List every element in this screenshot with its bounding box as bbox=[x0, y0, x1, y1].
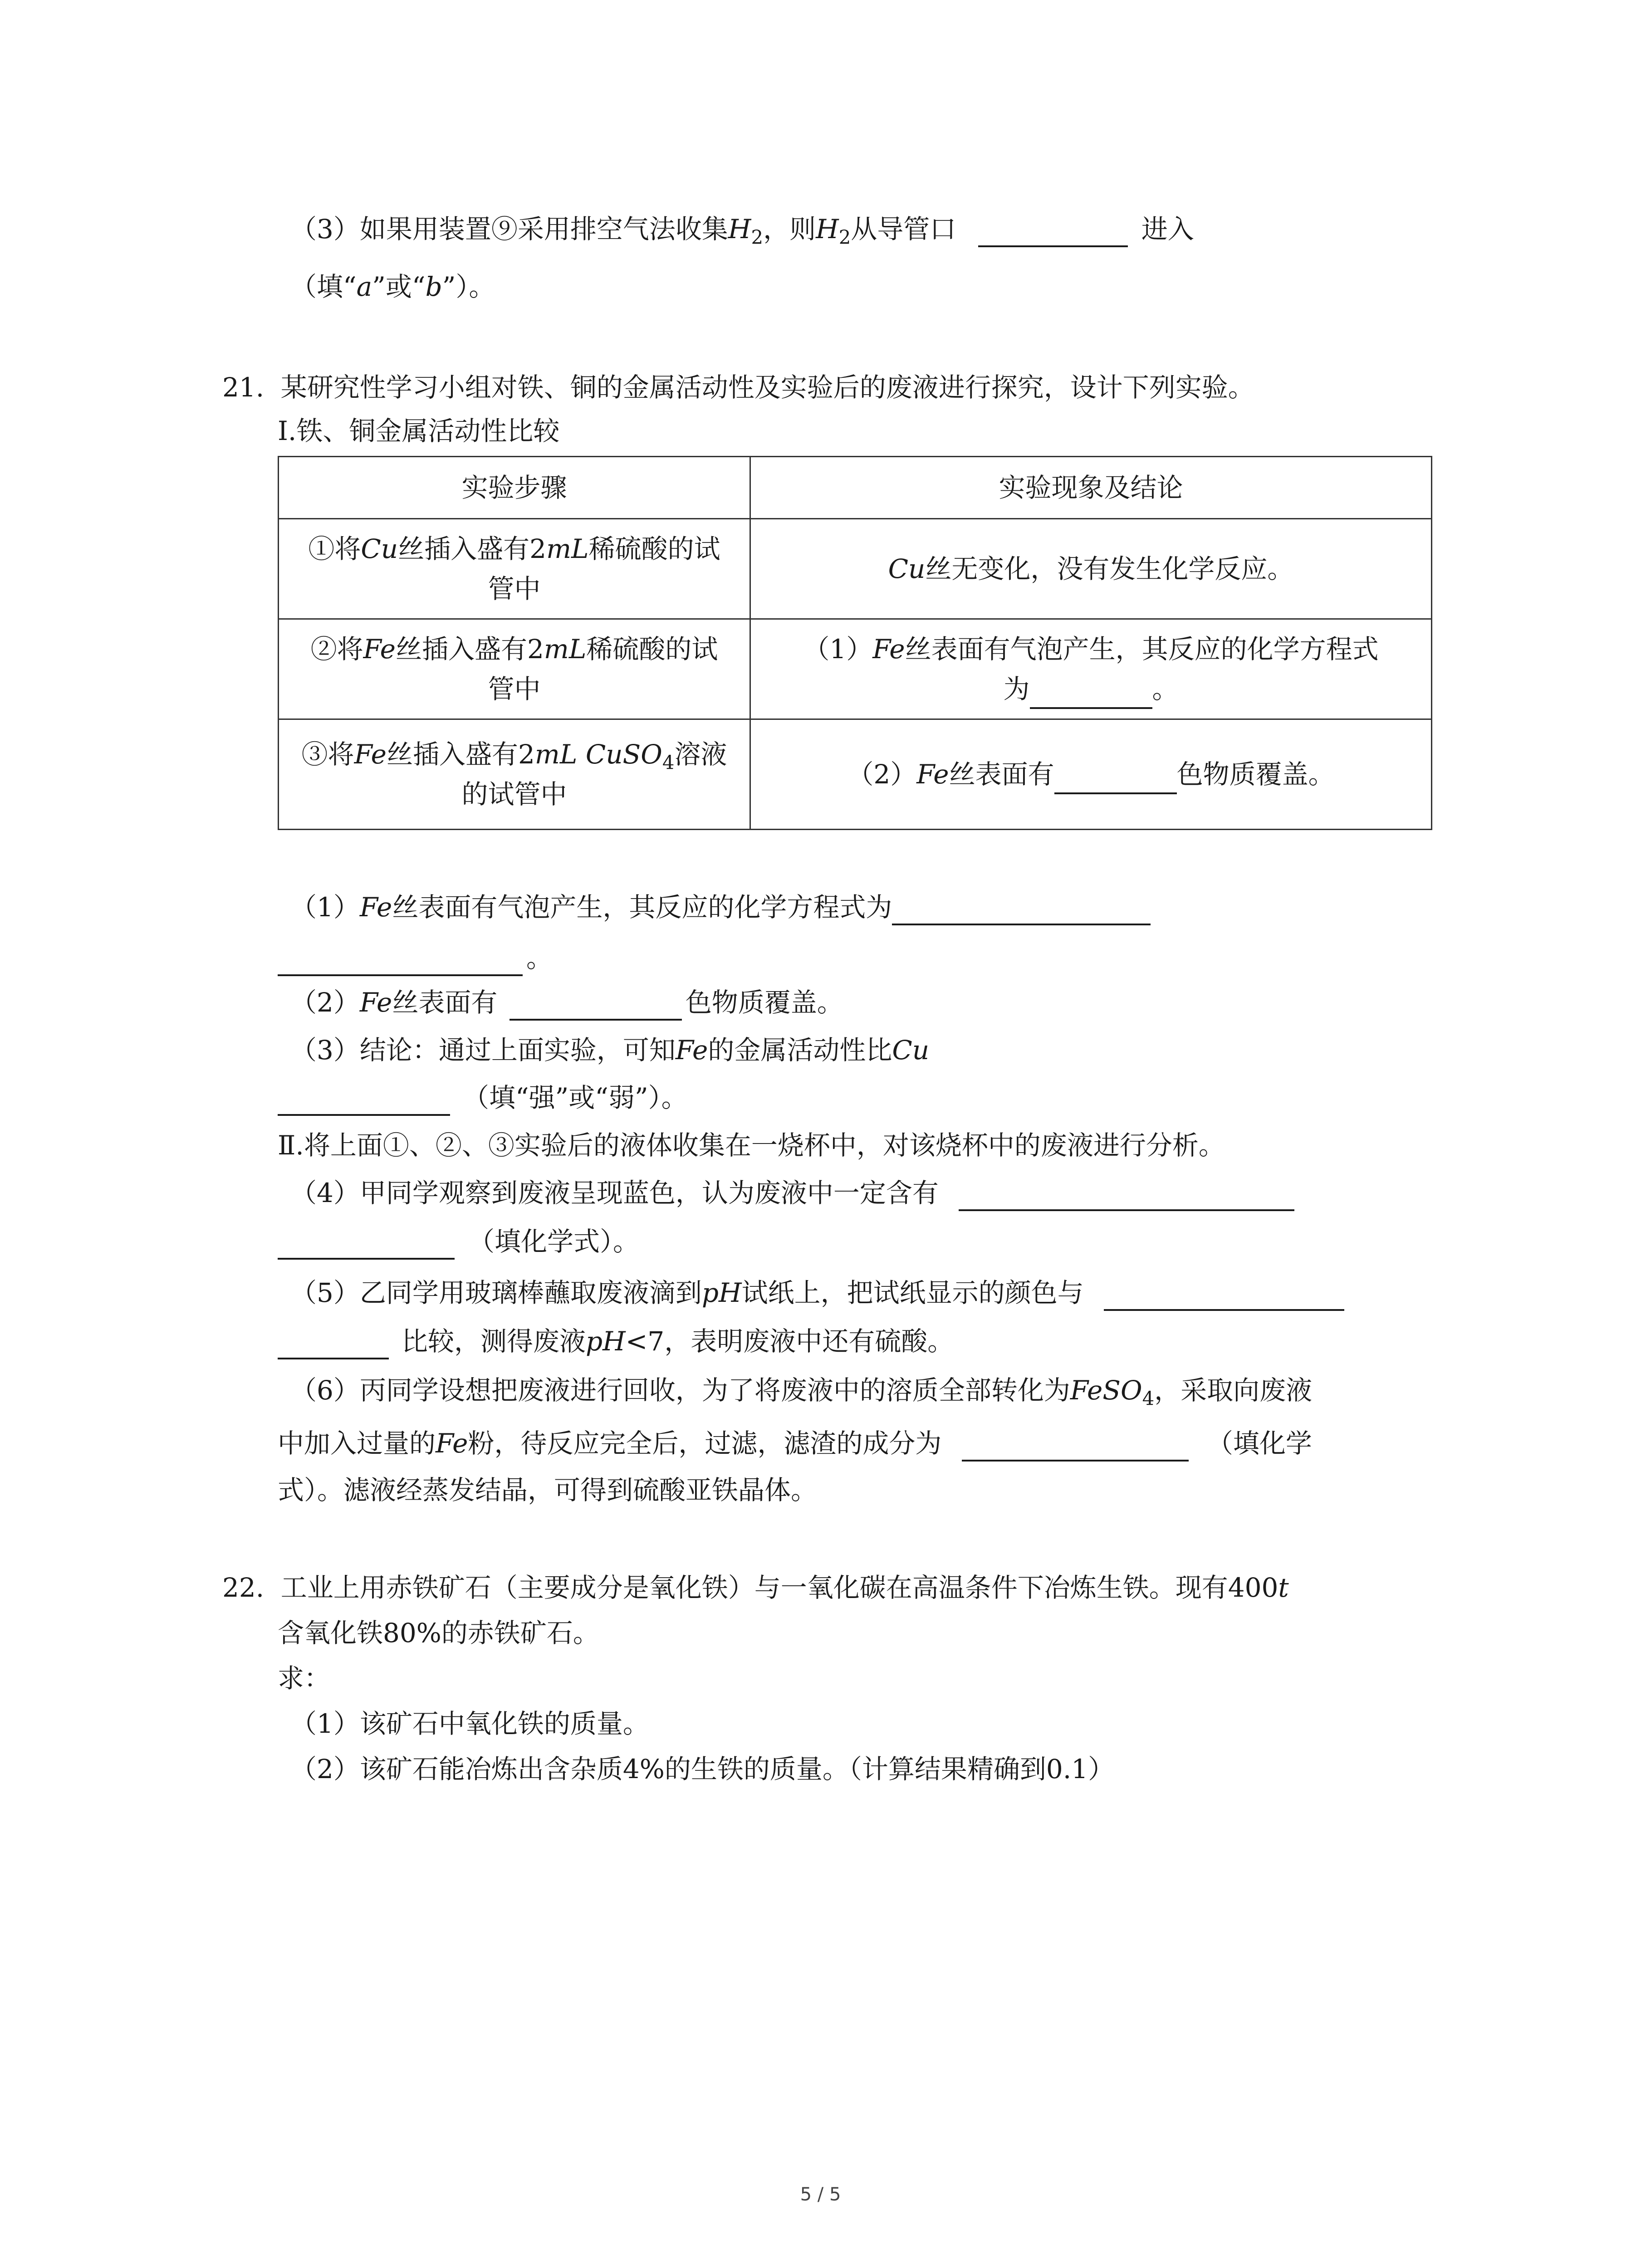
q21-p6-line2: 中加入过量的Fe粉，待反应完全后，过滤，滤渣的成分为 （填化学 bbox=[278, 1425, 1312, 1461]
answer-blank[interactable] bbox=[892, 895, 1151, 925]
answer-blank[interactable] bbox=[1030, 681, 1152, 709]
answer-blank[interactable] bbox=[509, 991, 682, 1021]
q21-p3-line2: （填“强”或“弱”）。 bbox=[278, 1080, 688, 1116]
answer-blank[interactable] bbox=[959, 1181, 1294, 1211]
q21-p6-line1: （6）丙同学设想把废液进行回收，为了将废液中的溶质全部转化为FeSO$_4$，采取向废液 bbox=[290, 1375, 1313, 1410]
q21-p1-line2: 。 bbox=[278, 940, 553, 976]
question-number: 21. bbox=[222, 372, 265, 403]
step-cell: ①将Cu丝插入盛有2mL稀硫酸的试 管中 bbox=[279, 519, 750, 619]
question-number: 22. bbox=[222, 1572, 265, 1603]
page-number: 5 / 5 bbox=[800, 2184, 841, 2205]
step-cell: ③将Fe丝插入盛有2mL CuSO$_4$溶液 的试管中 bbox=[279, 719, 750, 830]
q21-p2: （2）Fe丝表面有 色物质覆盖。 bbox=[290, 984, 843, 1021]
header-cell: 实验步骤 bbox=[279, 457, 750, 519]
answer-blank[interactable] bbox=[1054, 766, 1177, 794]
answer-blank[interactable] bbox=[1104, 1281, 1344, 1311]
result-cell: Cu丝无变化，没有发生化学反应。 bbox=[750, 519, 1432, 619]
q20-part3-line2: （填“a”或“b”）。 bbox=[290, 271, 495, 302]
q22-sub1: （1）该矿石中氧化铁的质量。 bbox=[290, 1708, 649, 1739]
q21-p4-line2: （填化学式）。 bbox=[278, 1223, 639, 1260]
q22-ask: 求： bbox=[278, 1663, 331, 1694]
step-cell: ②将Fe丝插入盛有2mL稀硫酸的试 管中 bbox=[279, 619, 750, 719]
q22-sub2: （2）该矿石能冶炼出含杂质4%的生铁的质量。（计算结果精确到0.1） bbox=[290, 1754, 1115, 1784]
q20-part3-line1: （3）如果用装置⑨采用排空气法收集$H_2$，则$H_2$从导管口 进入 bbox=[290, 214, 1194, 249]
answer-blank[interactable] bbox=[278, 946, 523, 976]
q22-line2: 含氧化铁80%的赤铁矿石。 bbox=[278, 1618, 599, 1648]
table-header-row bbox=[279, 457, 1432, 519]
answer-blank[interactable] bbox=[962, 1432, 1189, 1461]
q22-line1: 22. 工业上用赤铁矿石（主要成分是氧化铁）与一氧化碳在高温条件下冶炼生铁。现有400t bbox=[222, 1572, 1289, 1603]
q21-p5-line2: 比较，测得废液pH<7，表明废液中还有硫酸。 bbox=[278, 1323, 954, 1359]
q21-p5-line1: （5）乙同学用玻璃棒蘸取废液滴到pH试纸上，把试纸显示的颜色与 bbox=[290, 1275, 1344, 1311]
question-stem: 某研究性学习小组对铁、铜的金属活动性及实验后的废液进行探究，设计下列实验。 bbox=[280, 372, 1254, 403]
table-row bbox=[279, 719, 1432, 830]
answer-blank[interactable] bbox=[978, 217, 1128, 247]
result-cell: （2）Fe丝表面有 色物质覆盖。 bbox=[750, 719, 1432, 830]
answer-blank[interactable] bbox=[278, 1330, 389, 1359]
q21-intro bbox=[222, 369, 1254, 406]
answer-blank[interactable] bbox=[278, 1086, 450, 1116]
section-title: Ⅰ.铁、铜金属活动性比较 bbox=[278, 415, 560, 446]
table-row bbox=[279, 619, 1432, 719]
table-row bbox=[279, 519, 1432, 619]
q21-p4-line1: （4）甲同学观察到废液呈现蓝色，认为废液中一定含有 bbox=[290, 1175, 1294, 1211]
q21-p1-line1: （1）Fe丝表面有气泡产生，其反应的化学方程式为 bbox=[290, 889, 1151, 925]
section-title: Ⅱ.将上面①、②、③实验后的液体收集在一烧杯中，对该烧杯中的废液进行分析。 bbox=[278, 1130, 1225, 1161]
answer-blank[interactable] bbox=[278, 1230, 455, 1260]
q21-p6-line3: 式）。滤液经蒸发结晶，可得到硫酸亚铁晶体。 bbox=[278, 1475, 818, 1505]
experiment-table bbox=[278, 456, 1432, 830]
header-cell: 实验现象及结论 bbox=[750, 457, 1432, 519]
result-cell: （1）Fe丝表面有气泡产生，其反应的化学方程式 为 。 bbox=[750, 619, 1432, 719]
q21-p3-line1: （3）结论：通过上面实验，可知Fe的金属活动性比Cu bbox=[290, 1035, 930, 1066]
